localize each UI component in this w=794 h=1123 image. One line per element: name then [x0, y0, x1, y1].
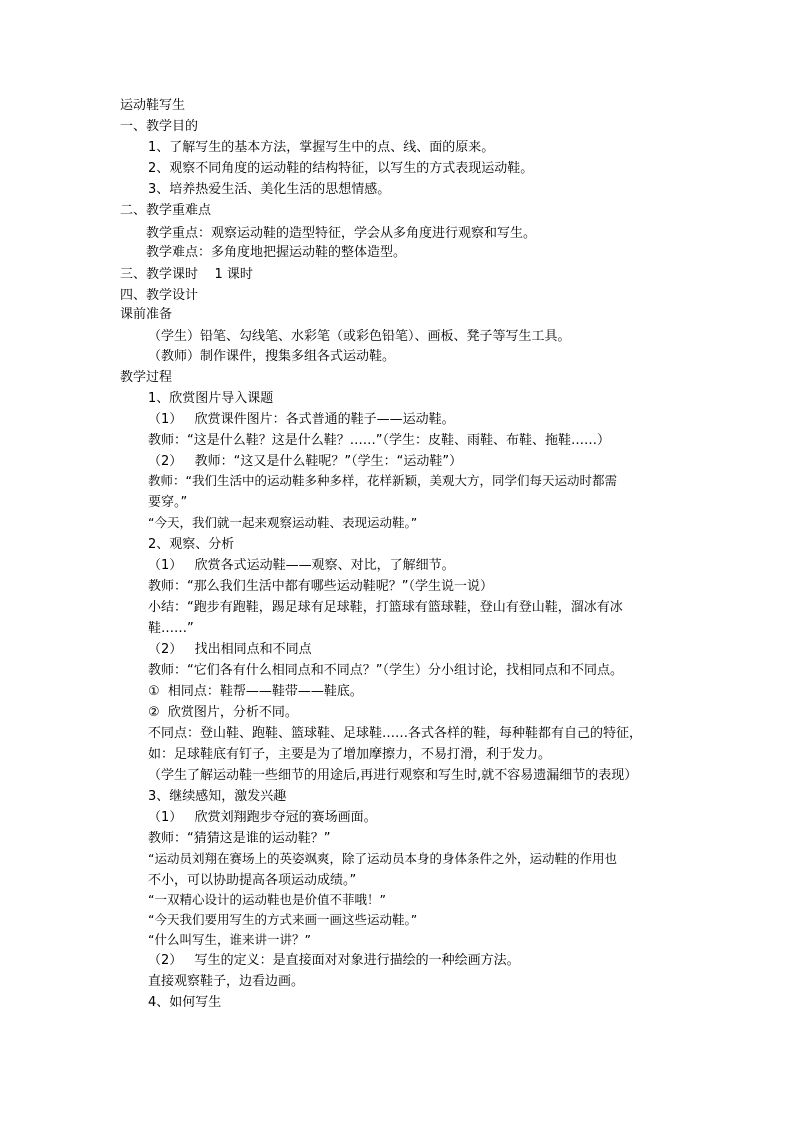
process-line: （1） 欣赏课件图片：各式普通的鞋子——运动鞋。	[148, 412, 455, 427]
process-line: 教师：“这是什么鞋？这是什么鞋？……”（学生：皮鞋、雨鞋、布鞋、拖鞋……）	[148, 433, 610, 448]
process-line: 不同点：登山鞋、跑鞋、篮球鞋、足球鞋……各式各样的鞋，每种鞋都有自己的特征，	[148, 726, 643, 741]
difficult-point: 教学难点：多角度地把握运动鞋的整体造型。	[146, 245, 407, 260]
process-line: 小结：“跑步有跑鞋，踢足球有足球鞋，打篮球有篮球鞋，登山有登山鞋，溜冰有冰	[148, 600, 623, 615]
section-heading-3: 三、教学课时 1 课时	[120, 267, 253, 282]
section-heading-4: 四、教学设计	[120, 288, 199, 303]
process-heading: 教学过程	[120, 370, 173, 385]
goal-item-1: 1、了解写生的基本方法，掌握写生中的点、线、面的原来。	[148, 140, 495, 155]
process-line: “一双精心设计的运动鞋也是价值不菲哦！”	[148, 892, 386, 907]
process-line: 2、观察、分析	[148, 537, 235, 552]
process-line: 教师：“我们生活中的运动鞋多种多样，花样新颖，美观大方，同学们每天运动时都需	[148, 473, 617, 488]
process-line: 教师：“那么我们生活中都有哪些运动鞋呢？”（学生说一说）	[148, 579, 493, 594]
process-line: “今天，我们就一起来观察运动鞋、表现运动鞋。”	[148, 515, 418, 530]
goal-item-3: 3、培养热爱生活、美化生活的思想情感。	[148, 182, 391, 197]
section-heading-1: 一、教学目的	[120, 119, 199, 134]
process-line: ② 欣赏图片，分析不同。	[148, 705, 298, 720]
process-line: （1） 欣赏刘翔跑步夺冠的赛场画面。	[148, 810, 377, 825]
prep-item-students: （学生）铅笔、勾线笔、水彩笔（或彩色铅笔）、画板、凳子等写生工具。	[148, 329, 571, 344]
process-line: 要穿。”	[148, 495, 188, 510]
doc-title: 运动鞋写生	[120, 98, 186, 113]
process-line: 不小，可以协助提高各项运动成绩。”	[148, 873, 357, 888]
goal-item-2: 2、观察不同角度的运动鞋的结构特征，以写生的方式表现运动鞋。	[148, 161, 534, 176]
process-line: （学生了解运动鞋一些细节的用途后,再进行观察和写生时,就不容易遗漏细节的表现）	[148, 768, 638, 783]
process-line: 4、如何写生	[148, 995, 222, 1010]
process-line: （2） 写生的定义：是直接面对对象进行描绘的一种绘画方法。	[148, 953, 520, 968]
process-line: （2） 教师：“这又是什么鞋呢？”（学生：“运动鞋”）	[148, 454, 463, 469]
process-line: 3、继续感知，激发兴趣	[148, 789, 287, 804]
process-line: “运动员刘翔在赛场上的英姿飒爽，除了运动员本身的身体条件之外，运动鞋的作用也	[148, 851, 617, 866]
prep-heading: 课前准备	[120, 307, 173, 322]
process-line: （2） 找出相同点和不同点	[148, 642, 312, 657]
process-line: 如：足球鞋底有钉子，主要是为了增加摩擦力，不易打滑，利于发力。	[148, 747, 552, 762]
process-line: 教师：“猜猜这是谁的运动鞋？”	[148, 831, 331, 846]
process-line: 1、欣赏图片导入课题	[148, 391, 274, 406]
process-line: 直接观察鞋子，边看边画。	[148, 974, 305, 989]
process-line: “什么叫写生，谁来讲一讲？”	[148, 932, 311, 947]
process-line: ① 相同点：鞋帮——鞋带——鞋底。	[148, 684, 363, 699]
prep-item-teacher: （教师）制作课件，搜集多组各式运动鞋。	[148, 349, 396, 364]
key-point: 教学重点：观察运动鞋的造型特征，学会从多角度进行观察和写生。	[146, 226, 537, 241]
section-heading-2: 二、教学重难点	[120, 203, 212, 218]
process-line: （1） 欣赏各式运动鞋——观察、对比，了解细节。	[148, 558, 455, 573]
process-line: 教师：“它们各有什么相同点和不同点？”（学生）分小组讨论，找相同点和不同点。	[148, 663, 623, 678]
process-line: 鞋……”	[148, 621, 194, 636]
process-line: “今天我们要用写生的方式来画一画这些运动鞋。”	[148, 912, 418, 927]
